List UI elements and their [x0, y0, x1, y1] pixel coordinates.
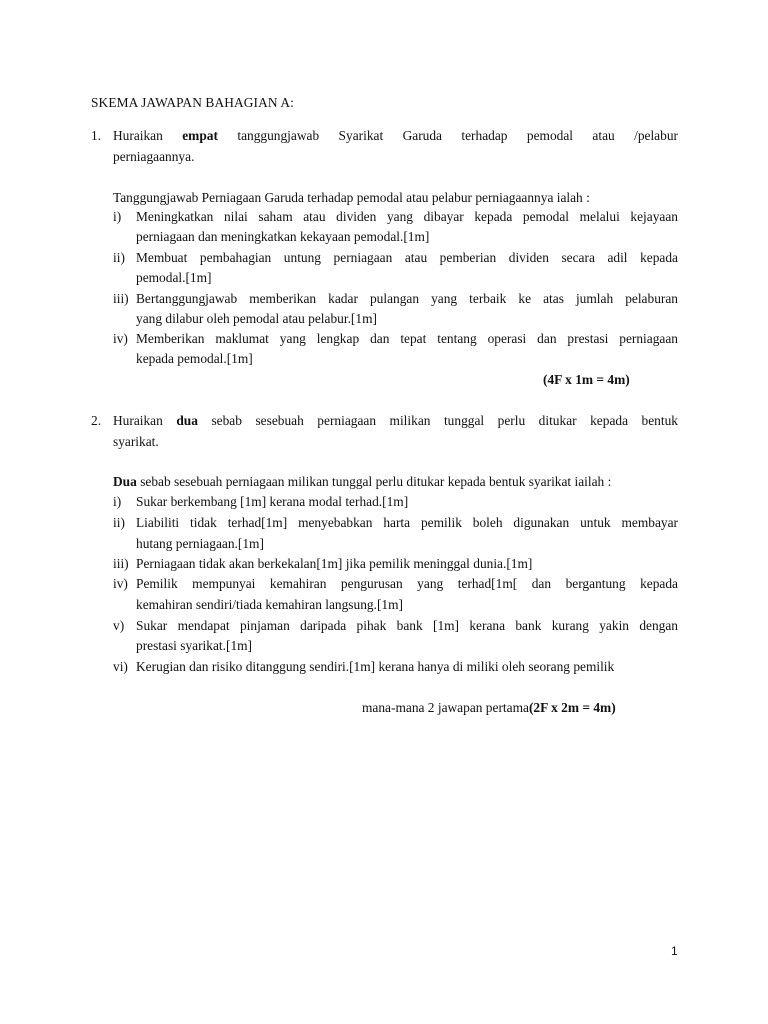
answer-item-number: ii): [113, 250, 125, 265]
page-number: 1: [671, 944, 678, 958]
marks-allocation: (4F x 1m = 4m): [543, 372, 630, 387]
page-heading: SKEMA JAWAPAN BAHAGIAN A:: [91, 95, 294, 110]
answer-item-text: prestasi syarikat.[1m]: [136, 638, 253, 653]
answer-item-text: Liabiliti tidak terhad[1m] menyebabkan harta pemilik boleh digunakan untuk membayar: [136, 515, 678, 530]
answer-item-number: ii): [113, 515, 125, 530]
question-text-line: perniagaannya.: [113, 149, 195, 164]
answer-item-text: Perniagaan tidak akan berkekalan[1m] jika pemilik meninggal dunia.[1m]: [136, 556, 533, 571]
answer-intro: Tanggungjawab Perniagaan Garuda terhadap pemodal atau pelabur perniagaannya ialah :: [113, 190, 590, 205]
answer-item-text: Meningkatkan nilai saham atau dividen yang dibayar kepada pemodal melalui kejayaan: [136, 209, 678, 224]
answer-item-text: Membuat pembahagian untung perniagaan atau pemberian dividen secara adil kepada: [136, 250, 678, 265]
answer-item-number: iii): [113, 291, 129, 306]
answer-item-number: iv): [113, 331, 128, 346]
question-text-line: [113, 412, 678, 429]
question-text: tanggungjawab Syarikat Garuda terhadap pemodal atau /pelabur: [237, 128, 678, 143]
answer-item-text: kepada pemodal.[1m]: [136, 351, 253, 366]
question-keyword: empat: [182, 128, 218, 143]
answer-item-number: vi): [113, 659, 128, 674]
question-text: Huraikan: [113, 128, 163, 143]
answer-item-text: pemodal.[1m]: [136, 270, 212, 285]
marks-allocation: [362, 699, 616, 716]
question-number: 2.: [91, 413, 102, 428]
answer-item-number: v): [113, 618, 125, 633]
question-text: Huraikan: [113, 413, 163, 428]
answer-item-text: Kerugian dan risiko ditanggung sendiri.[1m] kerana hanya di miliki oleh seorang pemilik: [136, 659, 615, 674]
answer-item-text: yang dilabur oleh pemodal atau pelabur.[1m]: [136, 311, 377, 326]
answer-item-text: perniagaan dan meningkatkan kekayaan pemodal.[1m]: [136, 229, 430, 244]
question-keyword: dua: [176, 413, 198, 428]
answer-item-number: i): [113, 494, 122, 509]
question-text: sebab sesebuah perniagaan milikan tunggal perlu ditukar kepada bentuk: [211, 413, 678, 428]
answer-item-number: iv): [113, 576, 128, 591]
marks-value: (2F x 2m = 4m): [528, 700, 616, 715]
answer-item-text: kemahiran sendiri/tiada kemahiran langsung.[1m]: [136, 597, 403, 612]
answer-intro-keyword: Dua: [113, 474, 137, 489]
answer-item-number: i): [113, 209, 122, 224]
answer-item-text: Memberikan maklumat yang lengkap dan tepat tentang operasi dan prestasi perniagaan: [136, 331, 678, 346]
answer-item-number: iii): [113, 556, 129, 571]
answer-item-text: Pemilik mempunyai kemahiran pengurusan yang terhad[1m[ dan bergantung kepada: [136, 576, 678, 591]
answer-intro: [113, 473, 678, 490]
question-text-line: syarikat.: [113, 434, 159, 449]
answer-intro-text: sebab sesebuah perniagaan milikan tunggal perlu ditukar kepada bentuk syarikat iailah :: [140, 474, 612, 489]
answer-item-text: Sukar mendapat pinjaman daripada pihak bank [1m] kerana bank kurang yakin dengan: [136, 618, 678, 633]
question-number: 1.: [91, 128, 102, 143]
answer-item-text: hutang perniagaan.[1m]: [136, 536, 264, 551]
question-text-line: [113, 127, 678, 144]
answer-item-text: Bertanggungjawab memberikan kadar pulangan yang terbaik ke atas jumlah pelaburan: [136, 291, 678, 306]
marks-note: mana-mana 2 jawapan pertama: [362, 700, 529, 715]
answer-item-text: Sukar berkembang [1m] kerana modal terhad.[1m]: [136, 494, 409, 509]
